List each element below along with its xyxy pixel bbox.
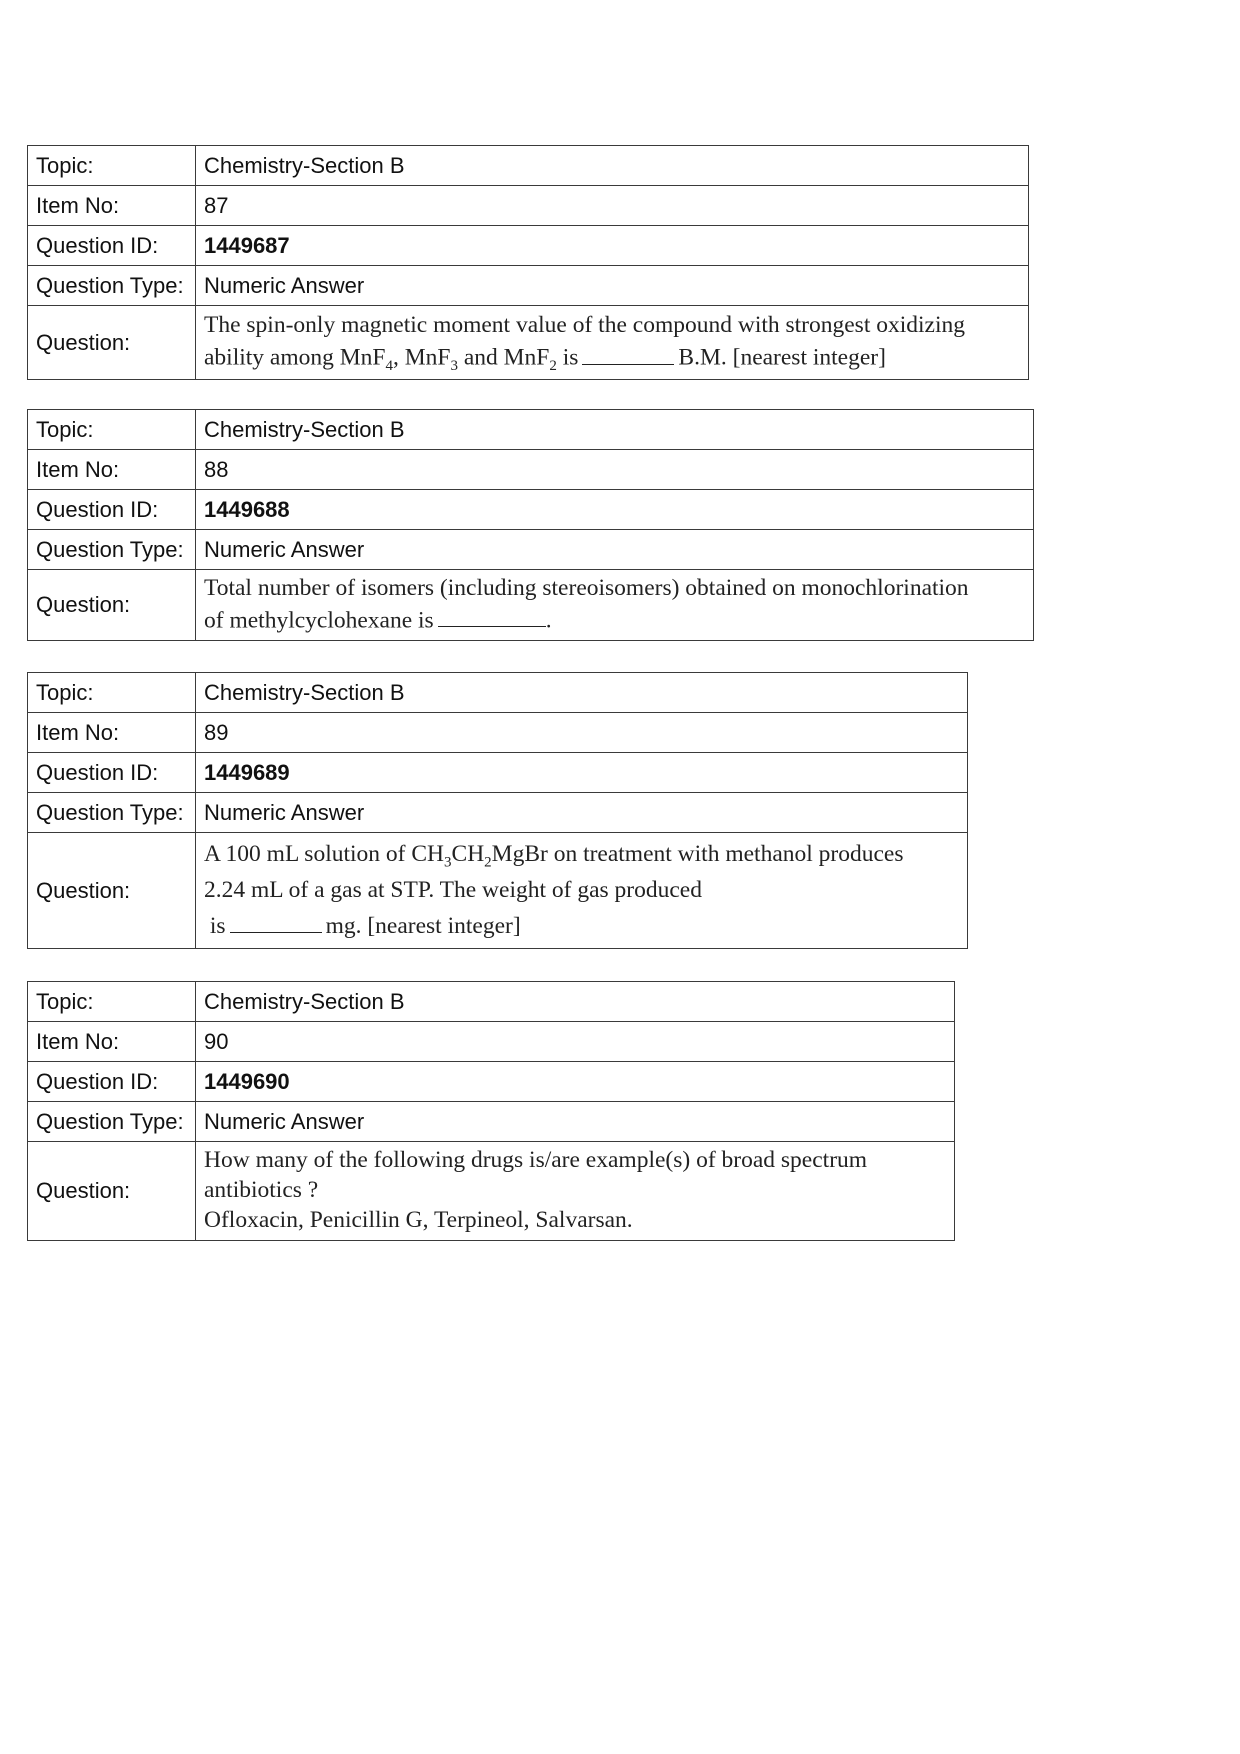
topic-label: Topic:: [28, 146, 196, 186]
subscript: 2: [549, 358, 557, 375]
question-line: Total number of isomers (including stereoisomers) obtained on monochlorination: [204, 574, 969, 601]
question-id-value: 1449690: [196, 1062, 955, 1102]
question-label: Question:: [28, 1142, 196, 1241]
item-no-row: [28, 713, 968, 753]
question-type-value: Numeric Answer: [196, 1102, 955, 1142]
item-no-label: Item No:: [28, 1022, 196, 1062]
question-line: How many of the following drugs is/are example(s) of broad spectrum: [204, 1147, 868, 1173]
answer-blank: [438, 603, 546, 628]
item-no-label: Item No:: [28, 713, 196, 753]
subscript: 3: [444, 854, 452, 871]
question-id-label: Question ID:: [28, 1062, 196, 1102]
item-no-row: [28, 450, 1034, 490]
question-id-value: 1449688: [196, 490, 1034, 530]
question-line: antibiotics ?: [204, 1177, 319, 1203]
item-no-value: 88: [196, 450, 1034, 490]
topic-value: Chemistry-Section B: [196, 673, 968, 713]
text-run: , MnF: [392, 344, 451, 371]
question-id-label: Question ID:: [28, 753, 196, 793]
question-text: [196, 1142, 955, 1241]
question-id-row: [28, 1062, 955, 1102]
question-type-row: [28, 530, 1034, 570]
item-no-label: Item No:: [28, 450, 196, 490]
question-row: [28, 570, 1034, 641]
question-line: The spin-only magnetic moment value of the compound with strongest oxidizing: [204, 312, 965, 339]
item-no-value: 87: [196, 186, 1029, 226]
subscript: 4: [385, 358, 393, 375]
text-run: CH: [451, 840, 485, 867]
question-table-87: [27, 145, 1029, 380]
item-no-label: Item No:: [28, 186, 196, 226]
question-id-label: Question ID:: [28, 226, 196, 266]
question-id-label: Question ID:: [28, 490, 196, 530]
topic-label: Topic:: [28, 982, 196, 1022]
topic-row: [28, 410, 1034, 450]
question-label: Question:: [28, 306, 196, 380]
question-text: [196, 570, 1034, 641]
text-run: MgBr on treatment with methanol produces: [491, 840, 904, 867]
question-type-label: Question Type:: [28, 793, 196, 833]
question-line: 2.24 mL of a gas at STP. The weight of gas produced: [204, 876, 702, 903]
item-no-row: [28, 1022, 955, 1062]
question-line: Ofloxacin, Penicillin G, Terpineol, Salvarsan.: [204, 1207, 633, 1233]
text-run: B.M. [nearest integer]: [678, 344, 886, 371]
question-type-label: Question Type:: [28, 1102, 196, 1142]
question-line: [204, 908, 967, 944]
topic-row: [28, 673, 968, 713]
question-type-row: [28, 1102, 955, 1142]
question-line: [204, 603, 1033, 636]
question-type-label: Question Type:: [28, 266, 196, 306]
topic-value: Chemistry-Section B: [196, 410, 1034, 450]
question-text: [196, 306, 1029, 380]
topic-value: Chemistry-Section B: [196, 982, 955, 1022]
item-no-value: 89: [196, 713, 968, 753]
text-run: is: [209, 912, 226, 939]
question-id-row: [28, 226, 1029, 266]
question-type-row: [28, 793, 968, 833]
text-run: mg. [nearest integer]: [325, 912, 521, 939]
question-id-row: [28, 490, 1034, 530]
question-id-row: [28, 753, 968, 793]
question-type-label: Question Type:: [28, 530, 196, 570]
question-table-88: [27, 409, 1034, 641]
topic-value: Chemistry-Section B: [196, 146, 1029, 186]
question-table-90: [27, 981, 955, 1241]
question-type-value: Numeric Answer: [196, 793, 968, 833]
subscript: 2: [484, 854, 492, 871]
topic-row: [28, 982, 955, 1022]
question-id-value: 1449687: [196, 226, 1029, 266]
question-id-value: 1449689: [196, 753, 968, 793]
answer-blank: [230, 908, 322, 933]
question-row: [28, 1142, 955, 1241]
question-table-89: [27, 672, 968, 949]
answer-blank: [582, 340, 674, 365]
topic-row: [28, 146, 1029, 186]
question-text: [196, 833, 968, 949]
question-line: [204, 340, 1028, 373]
topic-label: Topic:: [28, 673, 196, 713]
question-row: [28, 306, 1029, 380]
text-run: of methylcyclohexane is: [204, 607, 434, 634]
text-run: is: [556, 344, 579, 371]
item-no-row: [28, 186, 1029, 226]
question-type-value: Numeric Answer: [196, 530, 1034, 570]
text-run: ability among MnF: [204, 344, 386, 371]
question-row: [28, 833, 968, 949]
subscript: 3: [450, 358, 458, 375]
text-run: .: [545, 607, 552, 634]
question-label: Question:: [28, 570, 196, 641]
item-no-value: 90: [196, 1022, 955, 1062]
text-run: A 100 mL solution of CH: [204, 840, 445, 867]
text-run: and MnF: [457, 344, 550, 371]
question-line: [204, 836, 967, 872]
question-label: Question:: [28, 833, 196, 949]
question-type-row: [28, 266, 1029, 306]
question-type-value: Numeric Answer: [196, 266, 1029, 306]
topic-label: Topic:: [28, 410, 196, 450]
